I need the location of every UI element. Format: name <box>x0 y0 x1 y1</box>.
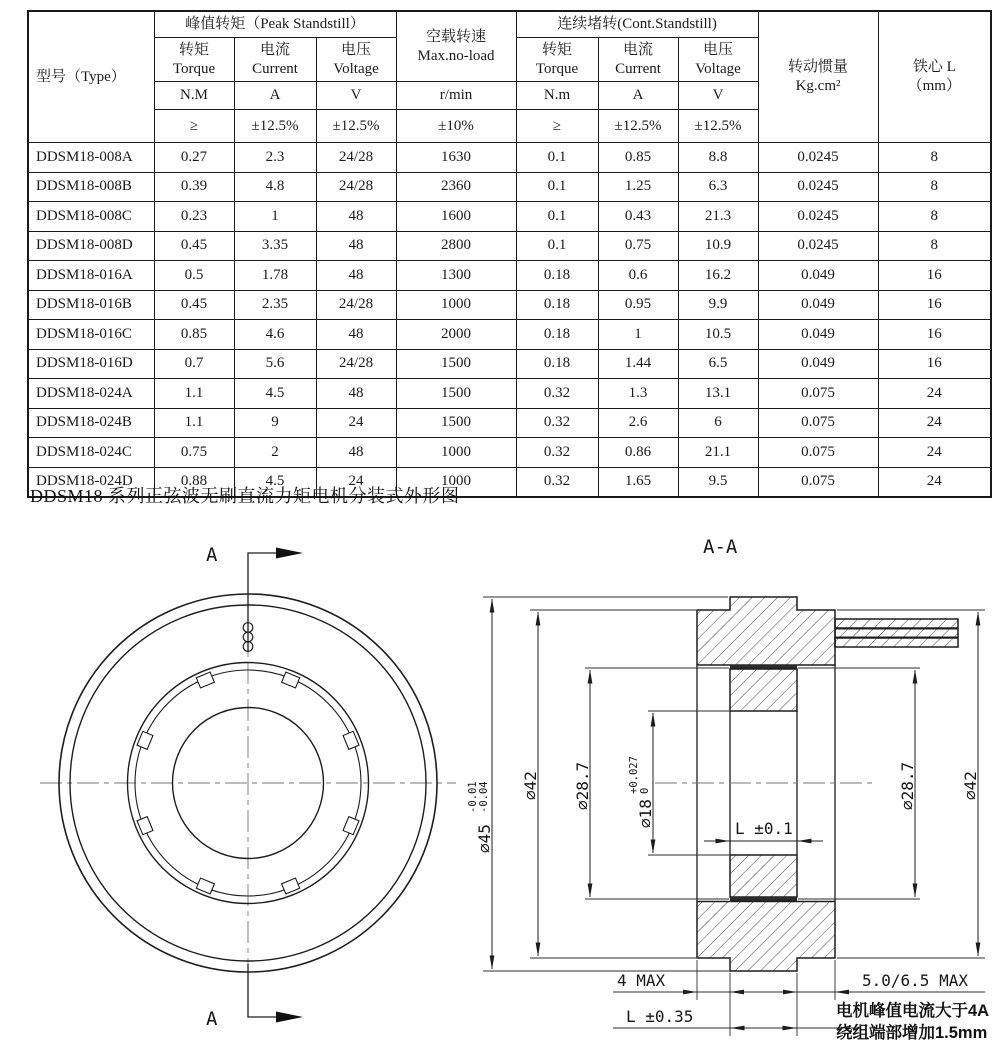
table-row <box>28 290 991 320</box>
value-cell: 1.78 <box>234 261 316 291</box>
value-cell: 1600 <box>396 202 516 232</box>
value-cell: 0.1 <box>516 202 598 232</box>
value-cell: 0.23 <box>154 202 234 232</box>
tol-peak-current: ±12.5% <box>234 110 316 143</box>
value-cell: 0.0245 <box>758 202 878 232</box>
value-cell: 24 <box>316 408 396 438</box>
value-cell: 1000 <box>396 467 516 497</box>
rotor-bottom-section <box>730 855 797 897</box>
value-cell: 0.32 <box>516 467 598 497</box>
value-cell: 0.18 <box>516 290 598 320</box>
value-cell: 0.049 <box>758 349 878 379</box>
section-cut-bottom <box>206 964 303 1030</box>
value-cell: 0.1 <box>516 172 598 202</box>
value-cell: 1 <box>598 320 678 350</box>
dim-label-l-bottom: L ±0.35 <box>626 1007 694 1026</box>
value-cell: 4.5 <box>234 467 316 497</box>
value-cell: 2000 <box>396 320 516 350</box>
value-cell: 6.3 <box>678 172 758 202</box>
table-row <box>28 172 991 202</box>
stator-top-section <box>697 597 835 665</box>
unit-peak-torque: N.M <box>154 82 234 110</box>
tol-cont-voltage: ±12.5% <box>678 110 758 143</box>
value-cell: 0.88 <box>154 467 234 497</box>
dim-label-d287-left-group <box>573 762 592 810</box>
unit-peak-voltage: V <box>316 82 396 110</box>
value-cell: 1000 <box>396 438 516 468</box>
dim-label-4max: 4 MAX <box>617 971 666 990</box>
value-cell: 24 <box>878 438 991 468</box>
value-cell: 9.5 <box>678 467 758 497</box>
value-cell: 0.32 <box>516 408 598 438</box>
value-cell: 48 <box>316 379 396 409</box>
value-cell: 2360 <box>396 172 516 202</box>
model-cell: DDSM18-016B <box>28 290 154 320</box>
tol-cont-torque: ≥ <box>516 110 598 143</box>
col-header-cont-voltage: 电压 Voltage <box>678 38 758 82</box>
value-cell: 0.86 <box>598 438 678 468</box>
value-cell: 1500 <box>396 379 516 409</box>
peak-current-note-line2: 绕组端部增加1.5mm <box>836 1024 988 1042</box>
value-cell: 16 <box>878 290 991 320</box>
value-cell: 0.18 <box>516 320 598 350</box>
outline-drawing <box>0 522 1000 1057</box>
value-cell: 6.5 <box>678 349 758 379</box>
value-cell: 2.3 <box>234 143 316 173</box>
col-header-core-length <box>878 11 991 143</box>
value-cell: 16.2 <box>678 261 758 291</box>
value-cell: 1.1 <box>154 408 234 438</box>
value-cell: 24/28 <box>316 143 396 173</box>
dim-label-d42-right-group <box>961 771 980 800</box>
value-cell: 48 <box>316 231 396 261</box>
value-cell: 9.9 <box>678 290 758 320</box>
table-row <box>28 408 991 438</box>
value-cell: 16 <box>878 320 991 350</box>
table-row <box>28 438 991 468</box>
unit-cont-current: A <box>598 82 678 110</box>
col-header-cont-torque: 转矩 Torque <box>516 38 598 82</box>
figure-caption: DDSM18 系列正弦波无刷直流力矩电机分装式外形图 <box>30 486 460 506</box>
cut-arrowhead-bottom <box>276 1012 303 1023</box>
dim-label-d45-group <box>467 781 494 853</box>
dim-label-d42-left: ∅42 <box>521 771 540 800</box>
value-cell: 0.45 <box>154 231 234 261</box>
dim-label-d45-tol-lower: -0.04 <box>478 781 490 813</box>
value-cell: 13.1 <box>678 379 758 409</box>
value-cell: 0.0245 <box>758 143 878 173</box>
noload-line2: Max.no-load <box>417 47 495 64</box>
core-line2: （mm） <box>907 78 961 94</box>
cut-arrowhead-top <box>276 548 303 559</box>
table-row <box>28 261 991 291</box>
value-cell: 1.44 <box>598 349 678 379</box>
value-cell: 9 <box>234 408 316 438</box>
value-cell: 0.0245 <box>758 231 878 261</box>
value-cell: 8 <box>878 172 991 202</box>
unit-peak-current: A <box>234 82 316 110</box>
value-cell: 0.75 <box>598 231 678 261</box>
value-cell: 0.0245 <box>758 172 878 202</box>
table-row <box>28 143 991 173</box>
value-cell: 0.6 <box>598 261 678 291</box>
value-cell: 0.32 <box>516 438 598 468</box>
front-view <box>40 544 456 1030</box>
value-cell: 21.3 <box>678 202 758 232</box>
col-header-type: 型号（Type） <box>28 11 154 143</box>
cut-label-top: A <box>206 544 218 566</box>
value-cell: 24/28 <box>316 290 396 320</box>
value-cell: 0.7 <box>154 349 234 379</box>
col-header-peak-torque: 转矩 Torque <box>154 38 234 82</box>
value-cell: 24/28 <box>316 172 396 202</box>
model-cell: DDSM18-016D <box>28 349 154 379</box>
tol-cont-current: ±12.5% <box>598 110 678 143</box>
value-cell: 24/28 <box>316 349 396 379</box>
section-title: A-A <box>703 536 738 558</box>
cut-label-bottom: A <box>206 1008 218 1030</box>
inertia-line2: Kg.cm² <box>795 78 841 94</box>
model-cell: DDSM18-024D <box>28 467 154 497</box>
value-cell: 48 <box>316 320 396 350</box>
inertia-line1: 转动惯量 <box>788 59 849 76</box>
value-cell: 1.1 <box>154 379 234 409</box>
value-cell: 0.39 <box>154 172 234 202</box>
value-cell: 1630 <box>396 143 516 173</box>
peak-current-note-line1: 电机峰值电流大于4A <box>836 1002 990 1020</box>
dim-label-d18-tol-lower: 0 <box>639 787 651 794</box>
dim-label-d45-tol-upper: -0.01 <box>467 781 479 813</box>
value-cell: 3.35 <box>234 231 316 261</box>
dim-label-d287-right-group <box>898 762 917 810</box>
value-cell: 1500 <box>396 349 516 379</box>
value-cell: 16 <box>878 261 991 291</box>
value-cell: 5.6 <box>234 349 316 379</box>
value-cell: 16 <box>878 349 991 379</box>
tol-peak-voltage: ±12.5% <box>316 110 396 143</box>
dim-label-d18-tol-upper: +0.027 <box>628 756 640 794</box>
lead-wires <box>835 619 958 647</box>
rotor-top-section <box>730 669 797 711</box>
model-cell: DDSM18-008D <box>28 231 154 261</box>
value-cell: 24 <box>878 379 991 409</box>
table-row <box>28 320 991 350</box>
value-cell: 1 <box>234 202 316 232</box>
tol-speed: ±10% <box>396 110 516 143</box>
model-cell: DDSM18-008B <box>28 172 154 202</box>
value-cell: 0.32 <box>516 379 598 409</box>
value-cell: 0.5 <box>154 261 234 291</box>
dim-l-mid <box>704 819 823 841</box>
value-cell: 0.18 <box>516 349 598 379</box>
col-header-cont-current: 电流 Current <box>598 38 678 82</box>
core-line1: 铁心 L <box>912 59 956 76</box>
table-row <box>28 349 991 379</box>
value-cell: 0.43 <box>598 202 678 232</box>
value-cell: 0.049 <box>758 290 878 320</box>
model-cell: DDSM18-016A <box>28 261 154 291</box>
value-cell: 0.85 <box>598 143 678 173</box>
value-cell: 10.9 <box>678 231 758 261</box>
model-cell: DDSM18-008C <box>28 202 154 232</box>
col-group-cont-standstill: 连续堵转(Cont.Standstill) <box>516 11 758 38</box>
value-cell: 0.95 <box>598 290 678 320</box>
value-cell: 0.85 <box>154 320 234 350</box>
value-cell: 48 <box>316 261 396 291</box>
value-cell: 6 <box>678 408 758 438</box>
dim-label-l-mid: L ±0.1 <box>735 819 793 838</box>
dim-label-d42-right: ∅42 <box>961 771 980 800</box>
value-cell: 24 <box>878 467 991 497</box>
value-cell: 0.075 <box>758 438 878 468</box>
value-cell: 0.27 <box>154 143 234 173</box>
dim-label-d45: ∅45 <box>475 824 494 853</box>
table-row <box>28 231 991 261</box>
value-cell: 4.5 <box>234 379 316 409</box>
tol-peak-torque: ≥ <box>154 110 234 143</box>
dim-bottom-max <box>613 971 985 992</box>
value-cell: 0.049 <box>758 320 878 350</box>
unit-speed: r/min <box>396 82 516 110</box>
value-cell: 1300 <box>396 261 516 291</box>
value-cell: 2 <box>234 438 316 468</box>
model-cell: DDSM18-024B <box>28 408 154 438</box>
value-cell: 0.049 <box>758 261 878 291</box>
section-view <box>467 536 989 1042</box>
value-cell: 2800 <box>396 231 516 261</box>
stator-bottom-section <box>697 902 835 972</box>
dim-label-d287-right: ∅28.7 <box>898 761 917 810</box>
value-cell: 0.1 <box>516 143 598 173</box>
dim-label-d42-left-group <box>521 771 540 800</box>
col-header-peak-current: 电流 Current <box>234 38 316 82</box>
value-cell: 0.075 <box>758 408 878 438</box>
value-cell: 1.65 <box>598 467 678 497</box>
table-row <box>28 202 991 232</box>
col-group-peak-standstill: 峰值转矩（Peak Standstill） <box>154 11 396 38</box>
value-cell: 8 <box>878 202 991 232</box>
dim-label-d287-left: ∅28.7 <box>573 761 592 810</box>
value-cell: 0.075 <box>758 467 878 497</box>
value-cell: 4.6 <box>234 320 316 350</box>
value-cell: 8 <box>878 143 991 173</box>
value-cell: 0.075 <box>758 379 878 409</box>
value-cell: 1500 <box>396 408 516 438</box>
model-cell: DDSM18-024A <box>28 379 154 409</box>
model-cell: DDSM18-008A <box>28 143 154 173</box>
spec-table <box>27 10 992 498</box>
value-cell: 0.75 <box>154 438 234 468</box>
noload-line1: 空载转速 <box>426 28 487 45</box>
value-cell: 1.25 <box>598 172 678 202</box>
dim-label-d18-group <box>628 756 655 828</box>
value-cell: 0.45 <box>154 290 234 320</box>
col-header-inertia <box>758 11 878 143</box>
value-cell: 21.1 <box>678 438 758 468</box>
model-cell: DDSM18-024C <box>28 438 154 468</box>
value-cell: 4.8 <box>234 172 316 202</box>
value-cell: 8.8 <box>678 143 758 173</box>
value-cell: 2.6 <box>598 408 678 438</box>
dim-label-d18: ∅18 <box>636 799 655 828</box>
value-cell: 0.18 <box>516 261 598 291</box>
value-cell: 2.35 <box>234 290 316 320</box>
value-cell: 1.3 <box>598 379 678 409</box>
table-row <box>28 379 991 409</box>
value-cell: 1000 <box>396 290 516 320</box>
value-cell: 8 <box>878 231 991 261</box>
value-cell: 0.1 <box>516 231 598 261</box>
model-cell: DDSM18-016C <box>28 320 154 350</box>
value-cell: 24 <box>316 467 396 497</box>
col-header-noload-speed <box>396 11 516 82</box>
dim-label-5065max: 5.0/6.5 MAX <box>862 971 968 990</box>
value-cell: 10.5 <box>678 320 758 350</box>
value-cell: 48 <box>316 202 396 232</box>
col-header-peak-voltage: 电压 Voltage <box>316 38 396 82</box>
value-cell: 48 <box>316 438 396 468</box>
dim-l-bottom <box>613 1007 860 1028</box>
unit-cont-torque: N.m <box>516 82 598 110</box>
value-cell: 24 <box>878 408 991 438</box>
unit-cont-voltage: V <box>678 82 758 110</box>
